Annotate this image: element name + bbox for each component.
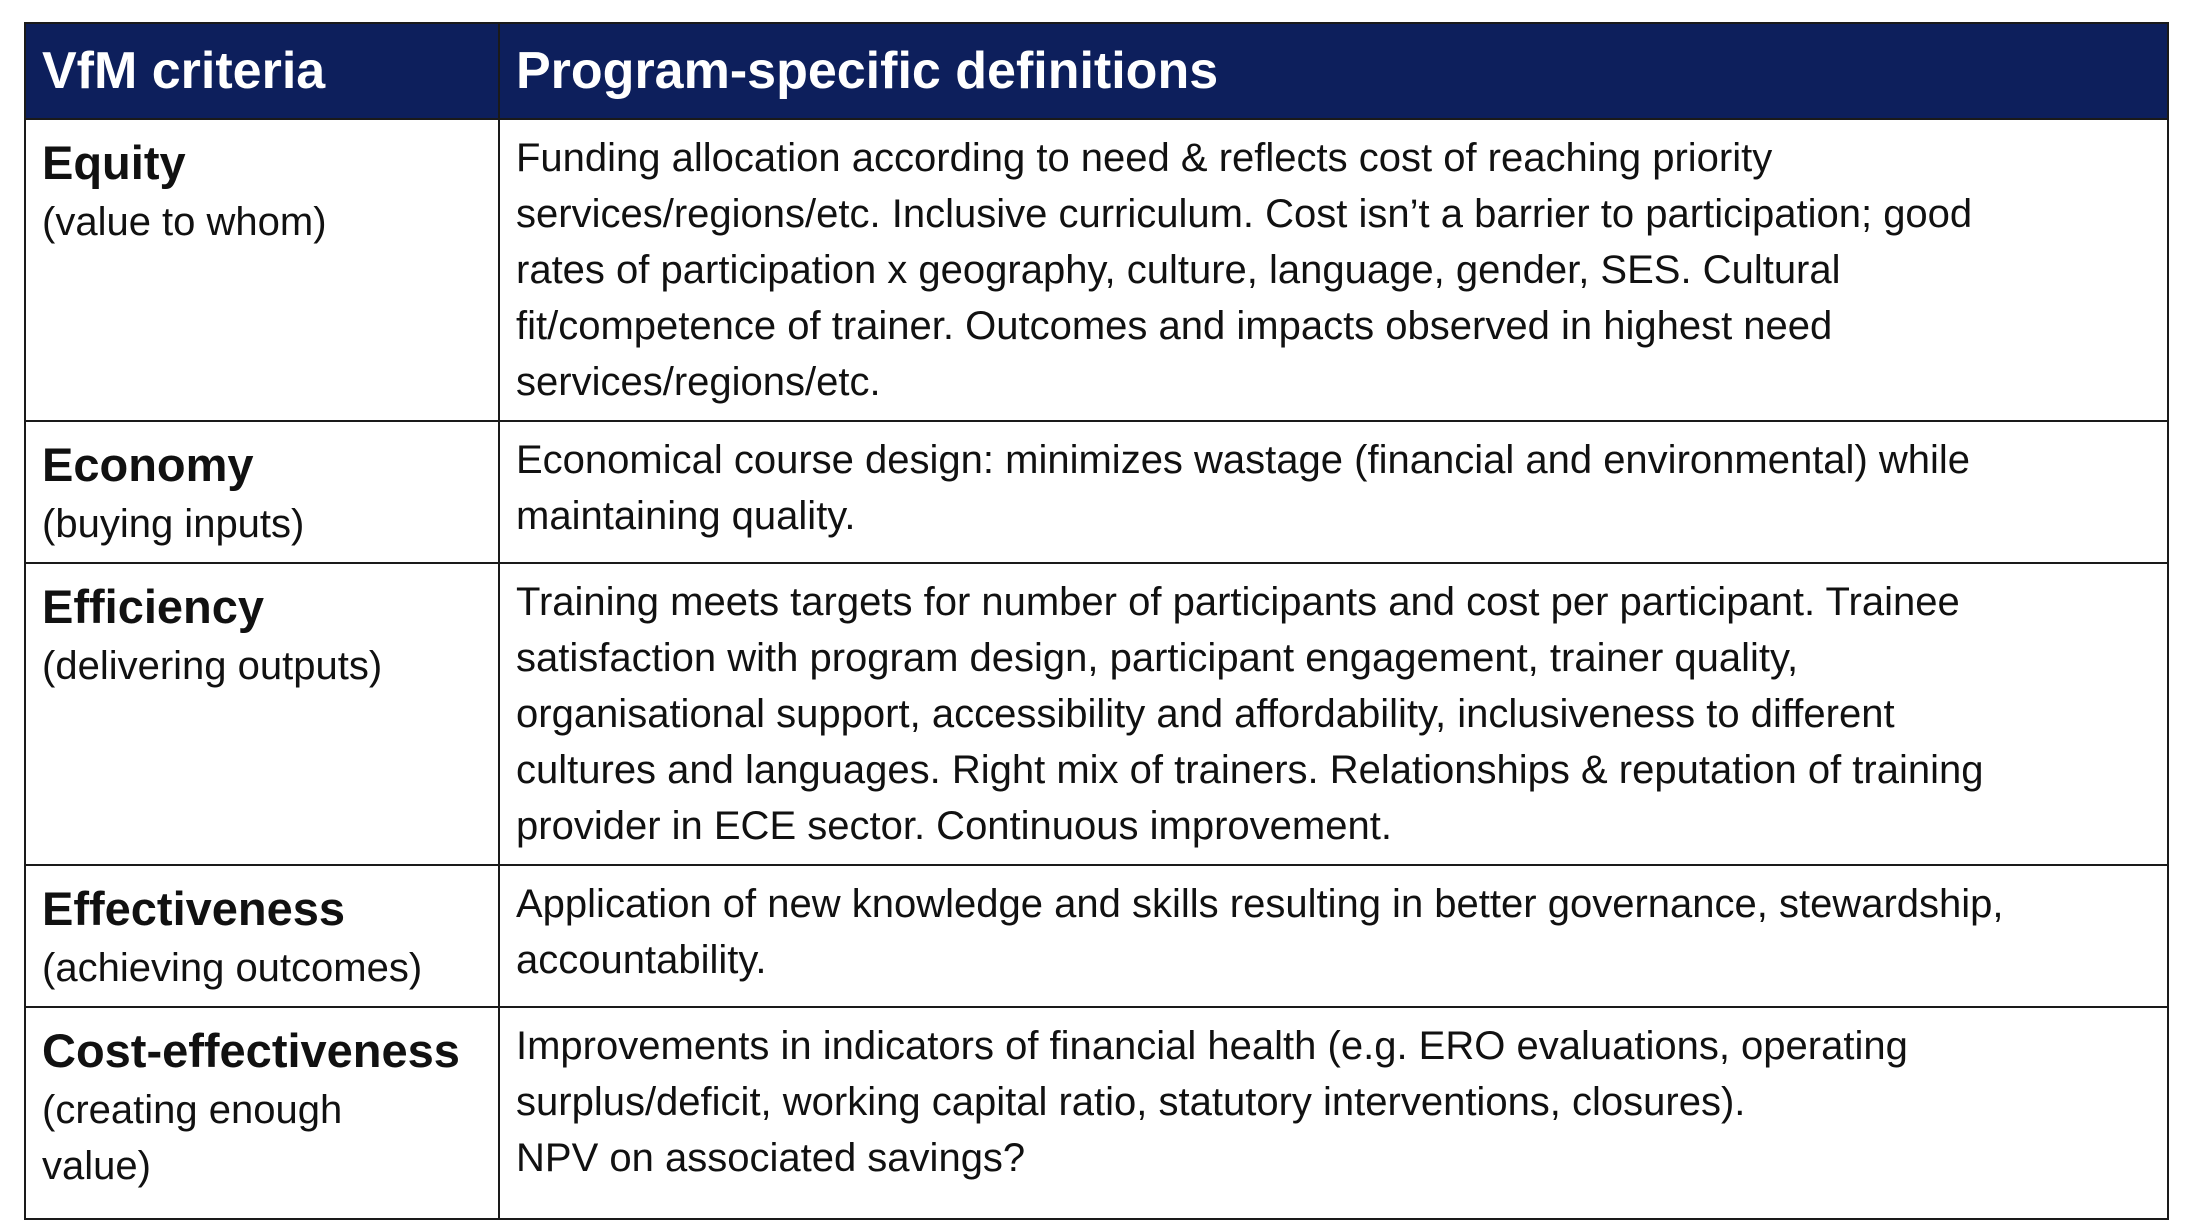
criteria-name: Efficiency <box>42 580 265 633</box>
table-row-effectiveness <box>25 865 2168 1007</box>
definition-line: Improvements in indicators of financial health (e.g. ERO evaluations, operating <box>516 1024 1908 1068</box>
criteria-cell <box>25 421 499 563</box>
criteria-name: Economy <box>42 438 254 491</box>
criteria-cell <box>25 119 499 421</box>
definition-line: maintaining quality. <box>516 494 856 538</box>
criteria-subtitle: (buying inputs) <box>42 502 305 546</box>
criteria-cell <box>25 865 499 1007</box>
definition-line: services/regions/etc. <box>516 360 881 404</box>
definition-line: provider in ECE sector. Continuous improvement. <box>516 804 1392 848</box>
definition-line: NPV on associated savings? <box>516 1136 1026 1180</box>
definition-line: services/regions/etc. Inclusive curriculum. Cost isn’t a barrier to participation; good <box>516 192 1973 236</box>
criteria-subtitle: (achieving outcomes) <box>42 946 423 990</box>
definition-cell <box>499 865 2168 1007</box>
criteria-name: Equity <box>42 136 186 189</box>
definition-line: rates of participation x geography, culture, language, gender, SES. Cultural <box>516 248 1841 292</box>
definition-cell <box>499 119 2168 421</box>
header-criteria: VfM criteria <box>25 23 499 119</box>
criteria-subtitle: (value to whom) <box>42 200 327 244</box>
table-row-economy <box>25 421 2168 563</box>
vfm-criteria-table <box>24 22 2169 1220</box>
definition-line: accountability. <box>516 938 767 982</box>
definition-line: Training meets targets for number of participants and cost per participant. Trainee <box>516 580 1960 624</box>
criteria-cell <box>25 563 499 865</box>
definition-line: organisational support, accessibility and affordability, inclusiveness to different <box>516 692 1895 736</box>
definition-line: Economical course design: minimizes wastage (financial and environmental) while <box>516 438 1971 482</box>
definition-line: satisfaction with program design, participant engagement, trainer quality, <box>516 636 1799 680</box>
definition-cell <box>499 563 2168 865</box>
table-header-row <box>25 23 2168 119</box>
table-row-cost-effectiveness <box>25 1007 2168 1219</box>
definition-line: Application of new knowledge and skills resulting in better governance, stewardship, <box>516 882 2004 926</box>
criteria-subtitle: (delivering outputs) <box>42 644 383 688</box>
table-row-efficiency <box>25 563 2168 865</box>
definition-cell <box>499 421 2168 563</box>
definition-cell <box>499 1007 2168 1219</box>
criteria-subtitle: (creating enough <box>42 1088 343 1132</box>
table-row-equity <box>25 119 2168 421</box>
definition-line: fit/competence of trainer. Outcomes and impacts observed in highest need <box>516 304 1833 348</box>
criteria-cell <box>25 1007 499 1219</box>
criteria-name: Cost-effectiveness <box>42 1024 460 1077</box>
definition-line: cultures and languages. Right mix of trainers. Relationships & reputation of training <box>516 748 1984 792</box>
criteria-name: Effectiveness <box>42 882 346 935</box>
definition-line: Funding allocation according to need & reflects cost of reaching priority <box>516 136 1773 180</box>
definition-line: surplus/deficit, working capital ratio, statutory interventions, closures). <box>516 1080 1746 1124</box>
criteria-subtitle: value) <box>42 1144 151 1188</box>
header-definitions: Program-specific definitions <box>499 23 2168 119</box>
